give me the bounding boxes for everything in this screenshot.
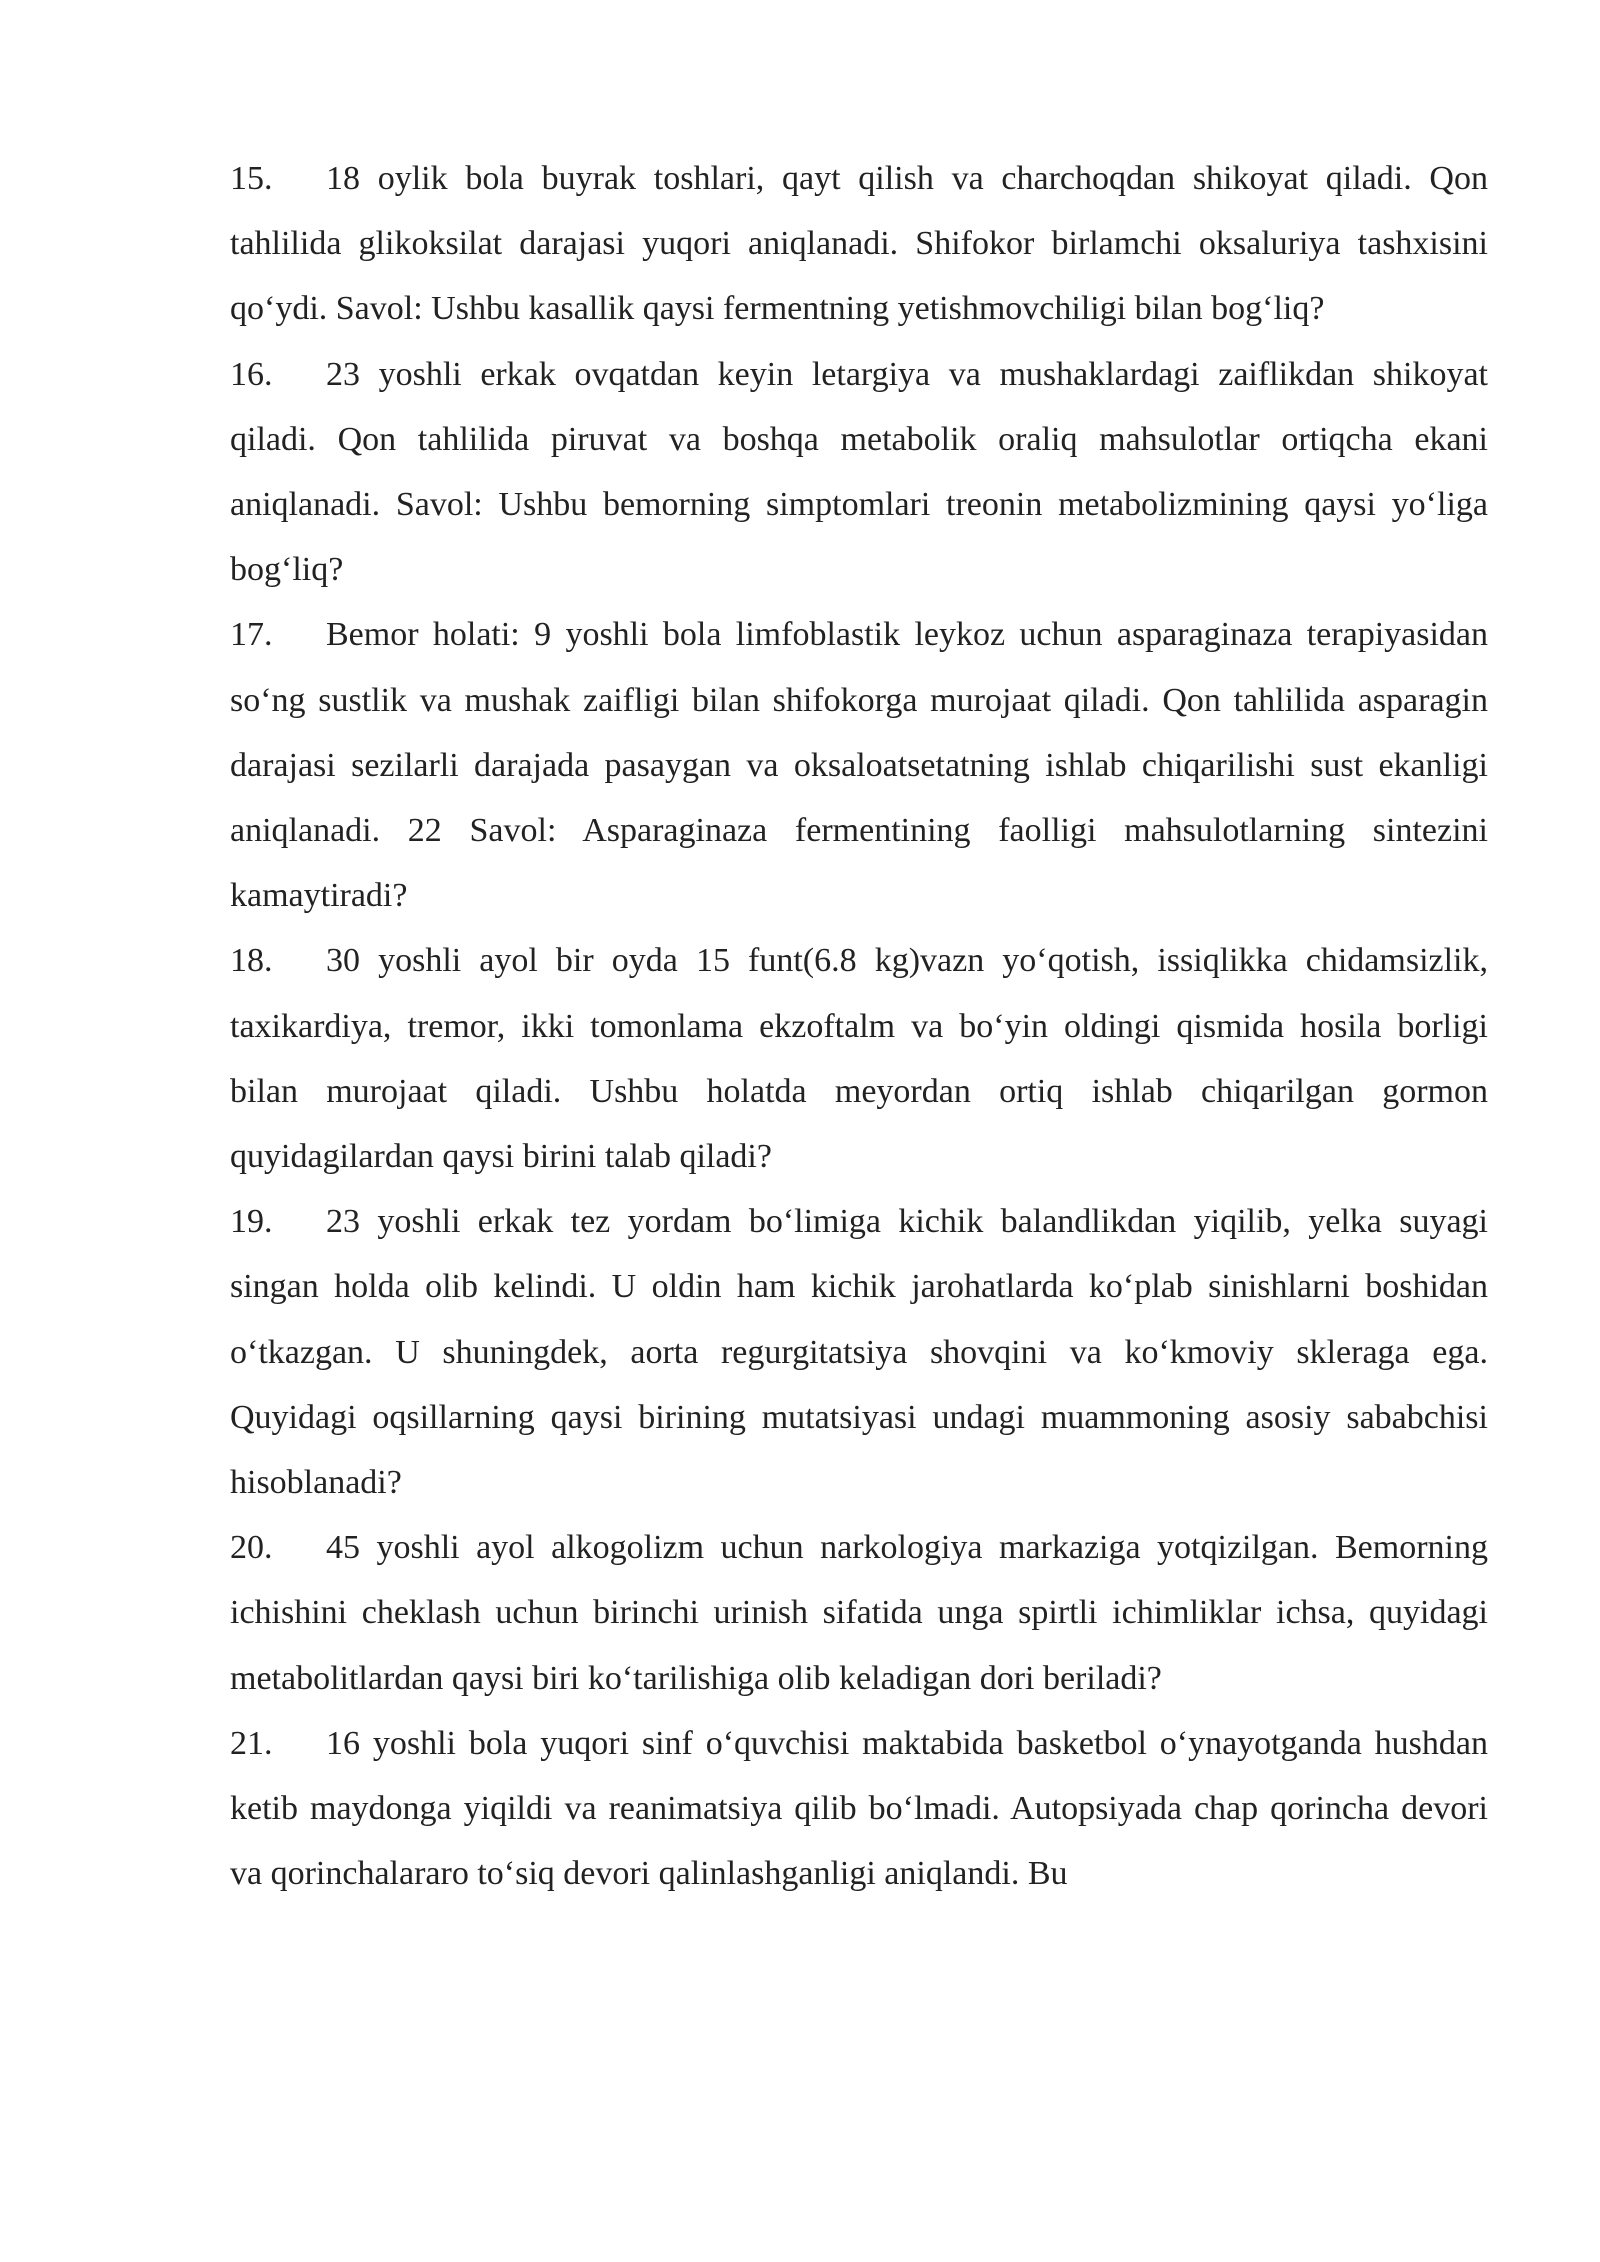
question-number: 15. [230, 160, 273, 197]
question-number: 21. [230, 1724, 273, 1762]
question-text: Bemor holati: 9 yoshli bola limfoblastik leykoz uchun asparaginaza terapiyasidan so‘ng sustlik va mushak zaifligi bilan shifokorga murojaat qiladi. Qon tahlilida asparagin darajasi sezilarli darajada pasaygan va oksaloatsetatning ishlab chiqarilishi sust ekanligi aniqlanadi. 22 Savol: Asparaginaza fermentining faolligi mahsulotlarning sintezini kamaytiradi? [230, 616, 1488, 915]
question-number: 18. [230, 942, 273, 980]
question-number: 19. [230, 1203, 273, 1241]
document-page [230, 146, 1488, 1906]
question-19 [230, 1189, 1488, 1515]
question-text: 45 yoshli ayol alkogolizm uchun narkologiya markaziga yotqizilgan. Bemorning ichishini cheklash uchun birinchi urinish sifatida unga spirtli ichimliklar ichsa, quyidagi metabolitlardan qaysi biri ko‘tarilishiga olib keladigan dori beriladi? [230, 1529, 1488, 1697]
question-number: 16. [230, 355, 273, 393]
question-text: 23 yoshli erkak ovqatdan keyin letargiya va mushaklardagi zaiflikdan shikoyat qiladi. Qon tahlilida piruvat va boshqa metabolik oraliq mahsulotlar ortiqcha ekani aniqlanadi. Savol: Ushbu bemorning simptomlari treonin metabolizmining qaysi yo‘liga bog‘liq? [230, 355, 1488, 589]
question-17 [230, 602, 1488, 928]
question-20 [230, 1515, 1488, 1711]
question-16 [230, 342, 1488, 603]
question-18 [230, 928, 1488, 1189]
question-text: 16 yoshli bola yuqori sinf o‘quvchisi maktabida basketbol o‘ynayotganda hushdan ketib maydonga yiqildi va reanimatsiya qilib bo‘lmadi. Autopsiyada chap qorincha devori va qorinchalararo to‘siq devori qalinlashganligi aniqlandi. Bu [230, 1724, 1488, 1893]
question-15 [230, 146, 1488, 342]
question-21 [230, 1711, 1488, 1907]
question-text: 18 oylik bola buyrak toshlari, qayt qilish va charchoqdan shikoyat qiladi. Qon tahlilida glikoksilat darajasi yuqori aniqlanadi. Shifokor birlamchi oksaluriya tashxisini qo‘ydi. Savol: Ushbu kasallik qaysi fermentning yetishmovchiligi bilan bog‘liq? [230, 160, 1488, 328]
question-text: 30 yoshli ayol bir oyda 15 funt(6.8 kg)vazn yo‘qotish, issiqlikka chidamsizlik, taxikardiya, tremor, ikki tomonlama ekzoftalm va bo‘yin oldingi qismida hosila borligi bilan murojaat qiladi. Ushbu holatda meyordan ortiq ishlab chiqarilgan gormon quyidagilardan qaysi birini talab qiladi? [230, 942, 1488, 1176]
question-number: 20. [230, 1529, 273, 1567]
question-number: 17. [230, 616, 273, 654]
question-text: 23 yoshli erkak tez yordam bo‘limiga kichik balandlikdan yiqilib, yelka suyagi singan holda olib kelindi. U oldin ham kichik jarohatlarda ko‘plab sinishlarni boshidan o‘tkazgan. U shuningdek, aorta regurgitatsiya shovqini va ko‘kmoviy skleraga ega. Quyidagi oqsillarning qaysi birining mutatsiyasi undagi muammoning asosiy sababchisi hisoblanadi? [230, 1203, 1488, 1502]
